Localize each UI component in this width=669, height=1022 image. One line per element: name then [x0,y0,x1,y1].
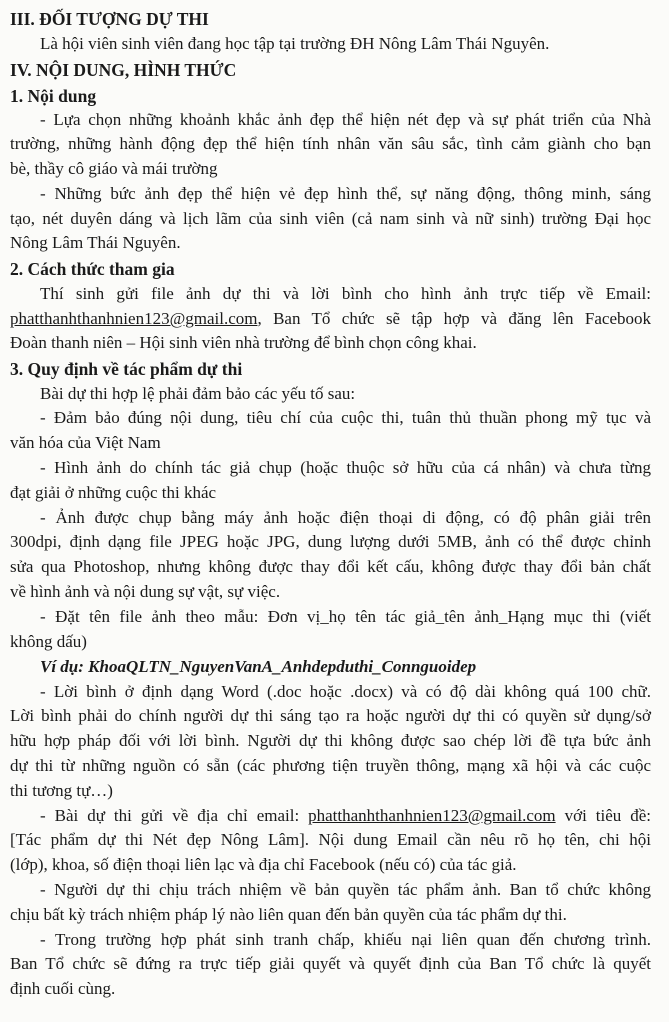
participation-line-3: Đoàn thanh niên – Hội sinh viên nhà trường để bình chọn công khai. [10,333,477,352]
contact-email-link[interactable]: phatthanhthanhnien123@gmail.com [10,309,258,328]
rule-1-line-1: - Đảm bảo đúng nội dung, tiêu chí của cuộc thi, tuân thủ thuần phong mỹ tục và [40,408,651,427]
rule-5-line-2: Lời bình phải do chính người dự thi sáng tạo ra hoặc người dự thi có quyền sử dụng/sở [10,706,651,725]
rule-8-line-1: - Trong trường hợp phát sinh tranh chấp, khiếu nại liên quan đến chương trình. [40,930,651,949]
participation-line-1: Thí sinh gửi file ảnh dự thi và lời bình cho hình ảnh trực tiếp về Email: [40,284,651,303]
participation-line-2 [10,308,651,330]
submission-email-link[interactable]: phatthanhthanhnien123@gmail.com [308,806,556,825]
rule-5-line-5: thi tương tự…) [10,781,113,800]
rule-7-line-2: chịu bất kỳ trách nhiệm pháp lý nào liên quan đến bản quyền của tác phẩm dự thi. [10,905,567,924]
filename-example: Ví dụ: KhoaQLTN_NguyenVanA_Anhdepduthi_Connguoidep [40,657,477,676]
rule-6-line-1 [40,805,651,827]
content-2-line-3: Nông Lâm Thái Nguyên. [10,233,181,252]
rule-6-line-3: (lớp), khoa, số điện thoại liên lạc và địa chỉ Facebook (nếu có) của tác giả. [10,855,517,874]
content-1-line-2: trường, những hành động đẹp thể hiện tính nhân văn sâu sắc, tình cảm giành cho bạn [10,134,651,153]
participation-line-2-text: , Ban Tổ chức sẽ tập hợp và đăng lên Facebook [257,309,651,328]
rules-intro: Bài dự thi hợp lệ phải đảm bảo các yếu tố sau: [40,384,356,403]
subsection-1-heading: 1. Nội dung [10,86,97,106]
rule-6-line-1-end: với tiêu đề: [564,806,651,825]
rule-2-line-2: đạt giải ở những cuộc thi khác [10,483,217,502]
subsection-2-heading: 2. Cách thức tham gia [10,259,175,279]
rule-2-line-1: - Hình ảnh do chính tác giả chụp (hoặc thuộc sở hữu của cá nhân) và chưa từng [40,458,651,477]
rule-3-line-4: về hình ảnh và nội dung sự vật, sự việc. [10,582,281,601]
section-4-heading: IV. NỘI DUNG, HÌNH THỨC [10,60,237,80]
content-1-line-1: - Lựa chọn những khoảnh khắc ảnh đẹp thể hiện nét đẹp và sự phát triển của Nhà [40,110,651,129]
rule-8-line-3: định cuối cùng. [10,979,116,998]
rule-1-line-2: văn hóa của Việt Nam [10,433,161,452]
rule-3-line-2: 300dpi, định dạng file JPEG hoặc JPG, dung lượng dưới 5MB, ảnh có thể được chỉnh [10,532,651,551]
content-2-line-1: - Những bức ảnh đẹp thể hiện vẻ đẹp hình thể, sự năng động, thông minh, sáng [40,184,651,203]
content-2-line-2: tạo, nét duyên dáng và lịch lãm của sinh viên (cả nam sinh và nữ sinh) trường Đại học [10,209,651,228]
content-1-line-3: bè, thầy cô giáo và mái trường [10,159,218,178]
rule-4-line-2: không dấu) [10,632,87,651]
rule-8-line-2: Ban Tổ chức sẽ đứng ra trực tiếp giải quyết và quyết định của Ban Tổ chức là quyết [10,954,651,973]
rule-5-line-3: hữu hợp pháp đối với lời bình. Người dự thi không được sao chép lời đề tựa bức ảnh [10,731,651,750]
rule-5-line-4: dự thi từ những nguồn có sẵn (các phương tiện truyền thông, mạng xã hội và các cuộc [10,756,651,775]
rule-3-line-3: sửa qua Photoshop, nhưng không được thay đổi kết cấu, không được thay đổi bản chất [10,557,651,576]
rule-6-line-1-text: - Bài dự thi gửi về địa chỉ email: [40,806,300,825]
rule-6-line-2: [Tác phẩm dự thi Nét đẹp Nông Lâm]. Nội dung Email cần nêu rõ họ tên, chi hội [10,830,651,849]
subsection-3-heading: 3. Quy định về tác phẩm dự thi [10,359,243,379]
section-3-text: Là hội viên sinh viên đang học tập tại trường ĐH Nông Lâm Thái Nguyên. [40,34,550,53]
section-3-heading: III. ĐỐI TƯỢNG DỰ THI [10,9,209,29]
rule-4-line-1: - Đặt tên file ảnh theo mẫu: Đơn vị_họ tên tác giả_tên ảnh_Hạng mục thi (viết [40,607,651,626]
rule-5-line-1: - Lời bình ở định dạng Word (.doc hoặc .docx) và có độ dài không quá 100 chữ. [40,682,651,701]
rule-7-line-1: - Người dự thi chịu trách nhiệm về bản quyền tác phẩm ảnh. Ban tổ chức không [40,880,651,899]
rule-3-line-1: - Ảnh được chụp bằng máy ảnh hoặc điện thoại di động, có độ phân giải trên [40,508,651,527]
